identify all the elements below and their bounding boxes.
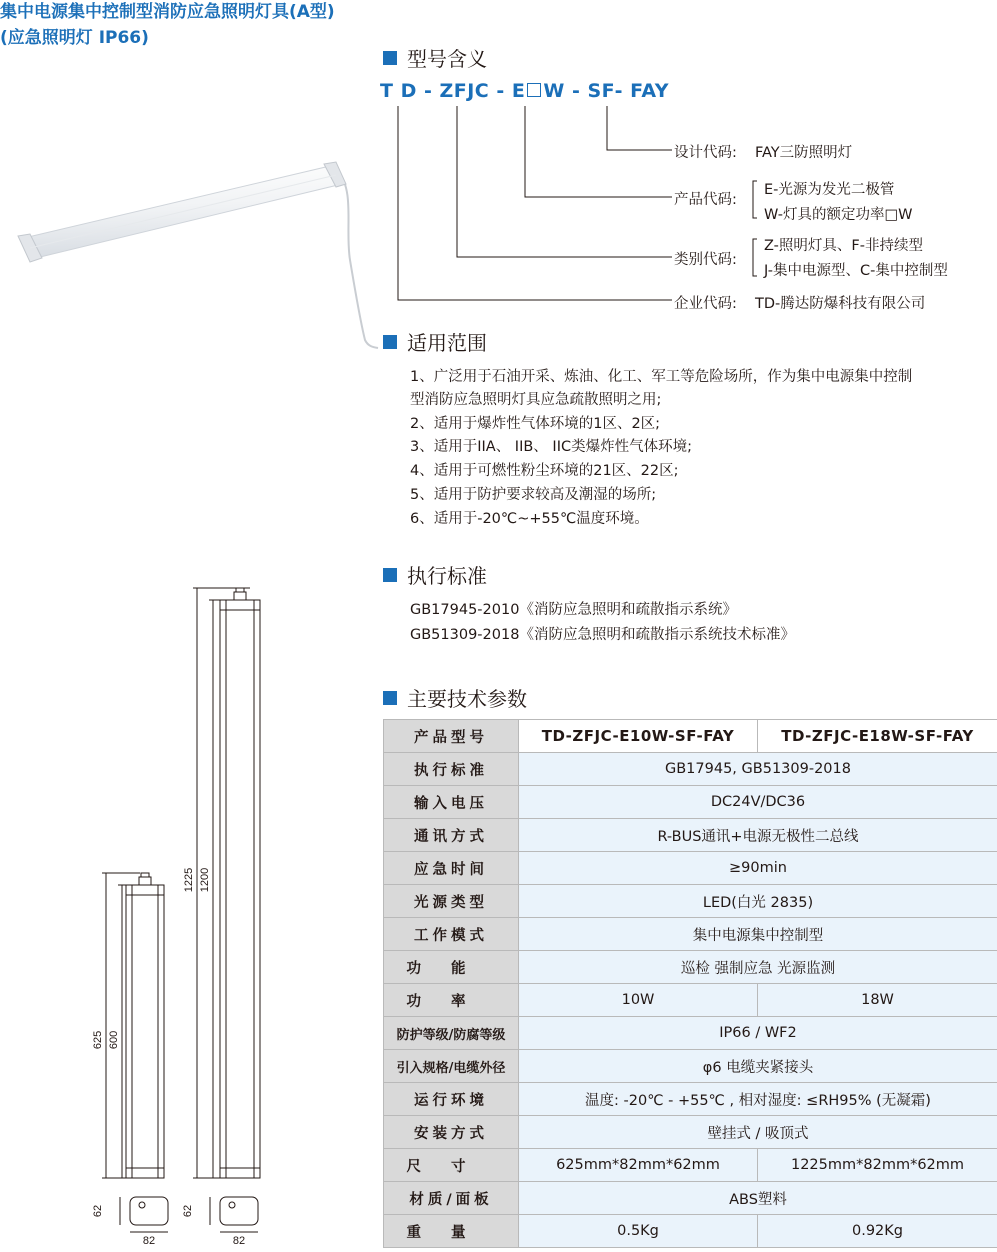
table-row (384, 1116, 997, 1149)
label-design-code-value: FAY三防照明灯 (755, 145, 853, 161)
section-heading: 型号含义 (407, 47, 487, 71)
section-params (383, 683, 527, 712)
table-row (384, 1149, 997, 1182)
table-row (384, 984, 997, 1017)
row-label: 尺寸 (384, 1149, 519, 1182)
row-label: 材质/面板 (384, 1182, 519, 1215)
table-row (384, 852, 997, 885)
page-title: 集中电源集中控制型消防应急照明灯具(A型) (0, 2, 335, 22)
table-row (384, 1182, 997, 1215)
standard-line: GB51309-2018《消防应急照明和疏散指示系统技术标准》 (410, 627, 795, 643)
row-label: 应急时间 (384, 852, 519, 885)
section-heading: 适用范围 (407, 331, 487, 355)
code-dash: - (489, 80, 512, 102)
label-design-code: 设计代码: (674, 145, 737, 161)
code-part-watt: W (543, 80, 565, 102)
row-value: 壁挂式 / 吸顶式 (519, 1116, 997, 1149)
dim-short-overall: 625 (92, 1030, 104, 1050)
section-scope (383, 327, 487, 356)
bullet-square-icon (383, 335, 397, 349)
row-label: 功能 (384, 951, 519, 984)
standard-line: GB17945-2010《消防应急照明和疏散指示系统》 (410, 602, 737, 618)
dim-short-body: 600 (108, 1030, 120, 1050)
model-2: TD-ZFJC-E18W-SF-FAY (758, 720, 997, 753)
row-label: 功率 (384, 984, 519, 1017)
row-label: 防护等级/防腐等级 (384, 1017, 519, 1050)
dim-long-body: 1200 (199, 867, 211, 893)
table-row (384, 786, 997, 819)
section-heading: 执行标准 (407, 564, 487, 588)
code-dash: - (564, 80, 588, 102)
row-value: 温度: -20℃ - +55℃ , 相对湿度: ≤RH95% (无凝霜) (519, 1083, 997, 1116)
table-row (384, 1083, 997, 1116)
section-model-meaning (383, 43, 487, 72)
row-label: 输入电压 (384, 786, 519, 819)
model-1: TD-ZFJC-E10W-SF-FAY (519, 720, 758, 753)
code-part-sf: SF (587, 80, 615, 102)
label-product-code: 产品代码: (674, 192, 737, 208)
row-label: 光源类型 (384, 885, 519, 918)
code-connector-lines (380, 100, 680, 310)
row-value: GB17945, GB51309-2018 (519, 753, 997, 786)
scope-line: 2、适用于爆炸性气体环境的1区、2区; (410, 416, 661, 432)
code-part-company: T D (380, 80, 417, 102)
row-label: 引入规格/电缆外径 (384, 1050, 519, 1083)
scope-line: 型消防应急照明灯具应急疏散照明之用; (410, 392, 662, 408)
row-label: 产品型号 (384, 720, 519, 753)
bullet-square-icon (383, 691, 397, 705)
label-category-code-line1: Z-照明灯具、F-非持续型 (764, 238, 923, 254)
row-value: DC24V/DC36 (519, 786, 997, 819)
label-company-code: 企业代码: (674, 296, 737, 312)
table-row (384, 753, 997, 786)
row-value: 巡检 强制应急 光源监测 (519, 951, 997, 984)
row-value: ≥90min (519, 852, 997, 885)
row-value: 集中电源集中控制型 (519, 918, 997, 951)
dim-short-height: 62 (92, 1204, 104, 1218)
product-photo (0, 150, 380, 360)
page-subtitle: (应急照明灯 IP66) (0, 28, 149, 48)
dim-long-overall: 1225 (183, 867, 195, 893)
code-part-design: FAY (630, 80, 670, 102)
table-row (384, 918, 997, 951)
label-product-code-line2: W-灯具的额定功率□W (764, 207, 913, 223)
table-row (384, 951, 997, 984)
row-value: LED(白光 2835) (519, 885, 997, 918)
spec-table (383, 719, 997, 1248)
bullet-square-icon (383, 568, 397, 582)
scope-line: 3、适用于IIA、 IIB、 IIC类爆炸性气体环境; (410, 439, 692, 455)
row-label: 安装方式 (384, 1116, 519, 1149)
scope-line: 1、广泛用于石油开采、炼油、化工、军工等危险场所，作为集中电源集中控制 (410, 369, 913, 385)
code-dash: - (614, 80, 631, 102)
brace-icon (749, 180, 759, 220)
scope-line: 6、适用于-20℃~+55℃温度环境。 (410, 511, 649, 527)
row-label: 重量 (384, 1215, 519, 1248)
model-code (380, 80, 669, 102)
row-label: 通讯方式 (384, 819, 519, 852)
table-row (384, 1017, 997, 1050)
table-row (384, 819, 997, 852)
row-label: 运行环境 (384, 1083, 519, 1116)
row-label: 执行标准 (384, 753, 519, 786)
row-value: R-BUS通讯+电源无极性二总线 (519, 819, 997, 852)
row-value: ABS塑料 (519, 1182, 997, 1215)
code-part-product: E (511, 80, 526, 102)
row-value-2: 0.92Kg (758, 1215, 997, 1248)
label-category-code: 类别代码: (674, 252, 737, 268)
code-dash: - (416, 80, 440, 102)
dim-long-height: 62 (182, 1204, 194, 1218)
row-value-2: 1225mm*82mm*62mm (758, 1149, 997, 1182)
bullet-square-icon (383, 51, 397, 65)
table-row (384, 1050, 997, 1083)
row-label: 工作模式 (384, 918, 519, 951)
row-value-1: 10W (519, 984, 758, 1017)
brace-icon (749, 238, 759, 278)
row-value-2: 18W (758, 984, 997, 1017)
dimension-drawing (80, 580, 280, 1252)
row-value: IP66 / WF2 (519, 1017, 997, 1050)
row-value-1: 0.5Kg (519, 1215, 758, 1248)
scope-line: 5、适用于防护要求较高及潮湿的场所; (410, 487, 657, 503)
table-row (384, 720, 997, 753)
table-row (384, 885, 997, 918)
label-company-code-value: TD-腾达防爆科技有限公司 (755, 296, 926, 312)
table-row (384, 1215, 997, 1248)
dim-short-width: 82 (142, 1235, 156, 1247)
label-category-code-line2: J-集中电源型、C-集中控制型 (764, 263, 948, 279)
code-part-category: ZFJC (439, 80, 490, 102)
section-heading: 主要技术参数 (407, 687, 527, 711)
section-standards (383, 560, 487, 589)
row-value-1: 625mm*82mm*62mm (519, 1149, 758, 1182)
scope-line: 4、适用于可燃性粉尘环境的21区、22区; (410, 463, 679, 479)
row-value: φ6 电缆夹紧接头 (519, 1050, 997, 1083)
dim-long-width: 82 (232, 1235, 246, 1247)
label-product-code-line1: E-光源为发光二极管 (764, 182, 895, 198)
power-box-icon (527, 83, 541, 97)
